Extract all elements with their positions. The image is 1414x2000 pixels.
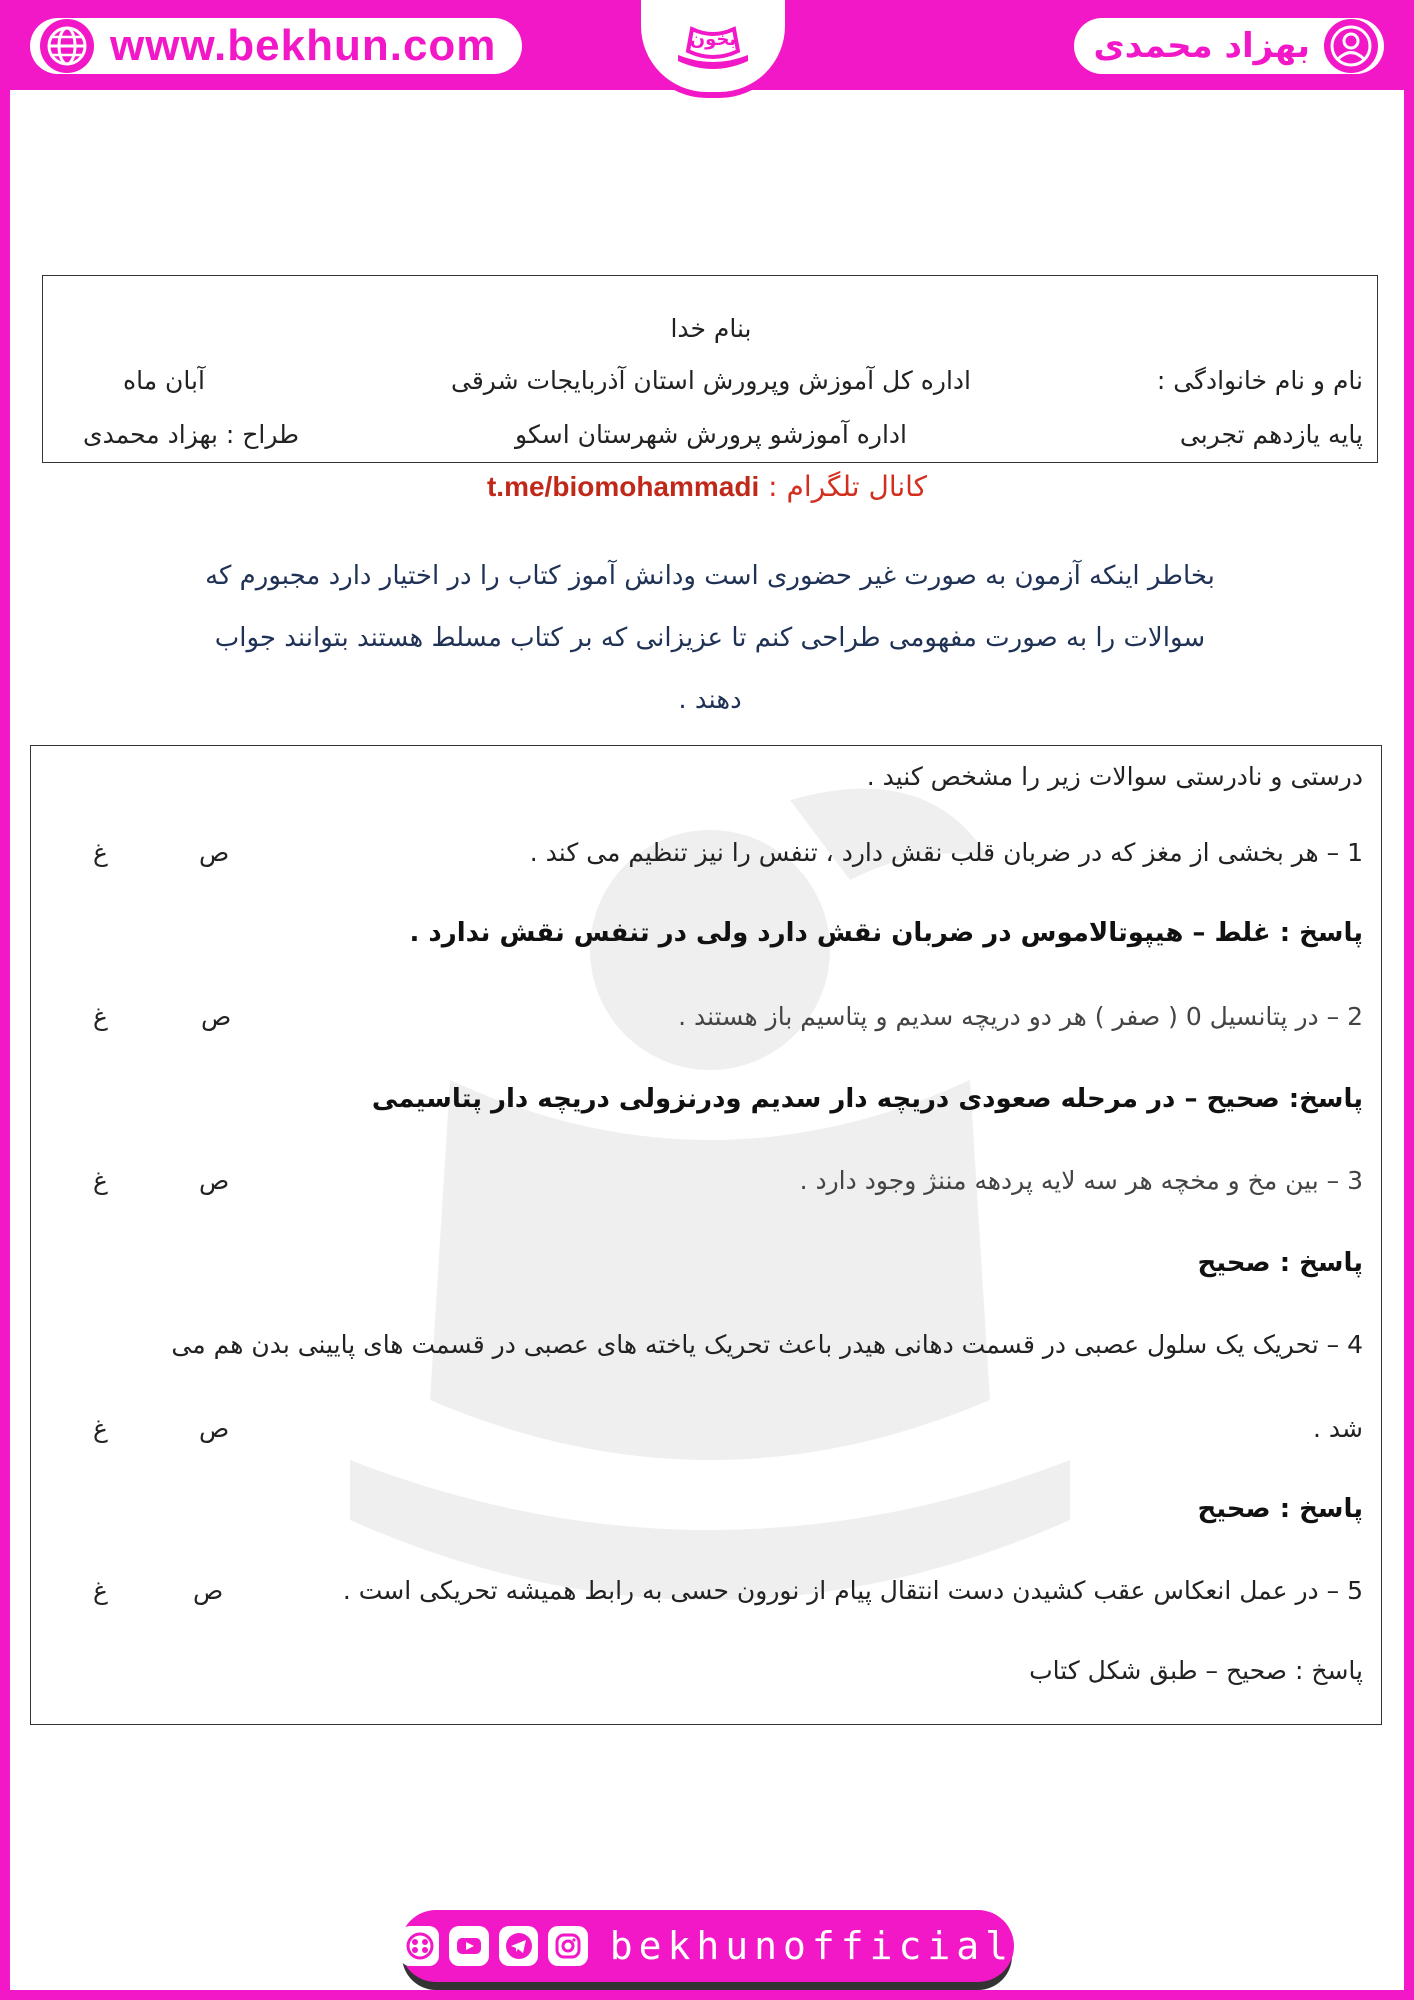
question-2: 2 – در پتانسیل 0 ( صفر ) هر دو دریچه سدیم و پتاسیم باز هستند . — [678, 1002, 1363, 1031]
bism-title: بنام خدا — [670, 314, 752, 343]
city-office: اداره آموزشو پرورش شهرستان اسکو — [515, 420, 907, 449]
intro-line-3: دهند . — [678, 685, 742, 715]
site-link[interactable] — [30, 18, 522, 74]
true-mark-1[interactable]: ص — [199, 838, 230, 867]
student-name-label: نام و نام خانوادگی : — [1156, 366, 1363, 395]
author-name: بهزاد محمدی — [1093, 26, 1310, 66]
user-icon — [1324, 19, 1378, 73]
answer-4: پاسخ : صحیح — [1197, 1494, 1363, 1524]
question-4-line-1: 4 – تحریک یک سلول عصبی در قسمت دهانی هیدر باعث تحریک یاخته های عصبی در قسمت های پایینی بدن هم می — [171, 1330, 1363, 1359]
true-mark-5[interactable]: ص — [193, 1576, 224, 1605]
book-logo-icon — [668, 11, 758, 81]
telegram-icon[interactable] — [499, 1926, 538, 1966]
grade-label: پایه یازدهم تجربی — [1179, 420, 1363, 449]
globe-icon — [40, 19, 94, 73]
answer-1: پاسخ : غلط – هیپوتالاموس در ضربان نقش دارد ولی در تنفس نقش ندارد . — [409, 918, 1363, 948]
intro-line-2: سوالات را به صورت مفهومی طراحی کنم تا عزیزانی که بر کتاب مسلط هستند بتوانند جواب — [214, 623, 1206, 653]
answer-5: پاسخ : صحیح – طبق شکل کتاب — [1029, 1656, 1363, 1685]
intro-paragraph — [200, 545, 1220, 731]
true-mark-3[interactable]: ص — [199, 1166, 230, 1195]
telegram-link[interactable]: t.me/biomohammadi — [486, 471, 760, 502]
exam-month: آبان ماه — [123, 366, 205, 395]
question-5: 5 – در عمل انعکاس عقب کشیدن دست انتقال پیام از نورون حسی به رابط همیشه تحریکی است . — [342, 1576, 1363, 1605]
question-4-line-2: شد . — [1313, 1414, 1363, 1443]
answer-3: پاسخ : صحیح — [1197, 1248, 1363, 1278]
author-badge — [1074, 18, 1384, 74]
province-office: اداره کل آموزش وپرورش استان آذربایجات شرقی — [451, 366, 971, 395]
instruction: درستی و نادرستی سوالات زیر را مشخص کنید . — [866, 762, 1363, 791]
aparat-icon[interactable] — [400, 1926, 439, 1966]
social-handle: bekhunofficial — [609, 1924, 1014, 1968]
instagram-icon[interactable] — [548, 1926, 587, 1966]
false-mark-5[interactable]: غ — [93, 1576, 108, 1605]
true-mark-4[interactable]: ص — [199, 1414, 230, 1443]
exam-header-box — [42, 275, 1378, 463]
false-mark-1[interactable]: غ — [93, 838, 108, 867]
youtube-icon[interactable] — [449, 1926, 488, 1966]
logo-text: بخون — [689, 29, 737, 50]
telegram-line — [0, 470, 1414, 503]
designer-label: طراح : بهزاد محمدی — [83, 420, 300, 449]
social-footer — [400, 1910, 1014, 1982]
site-url: www.bekhun.com — [110, 21, 497, 70]
questions-box — [30, 745, 1382, 1725]
question-3: 3 – بین مخ و مخچه هر سه لایه پردهه مننژ وجود دارد . — [799, 1166, 1363, 1195]
question-1: 1 – هر بخشی از مغز که در ضربان قلب نقش دارد ، تنفس را نیز تنظیم می کند . — [529, 838, 1363, 867]
telegram-label: کانال تلگرام : — [768, 470, 928, 503]
false-mark-3[interactable]: غ — [93, 1166, 108, 1195]
answer-2: پاسخ: صحیح – در مرحله صعودی دریچه دار سدیم ودرنزولی دریچه دار پتاسیمی — [371, 1084, 1363, 1114]
true-mark-2[interactable]: ص — [201, 1002, 232, 1031]
false-mark-4[interactable]: غ — [93, 1414, 108, 1443]
false-mark-2[interactable]: غ — [93, 1002, 108, 1031]
intro-line-1: بخاطر اینکه آزمون به صورت غیر حضوری است ودانش آموز کتاب را در اختیار دارد مجبورم که — [205, 561, 1215, 591]
